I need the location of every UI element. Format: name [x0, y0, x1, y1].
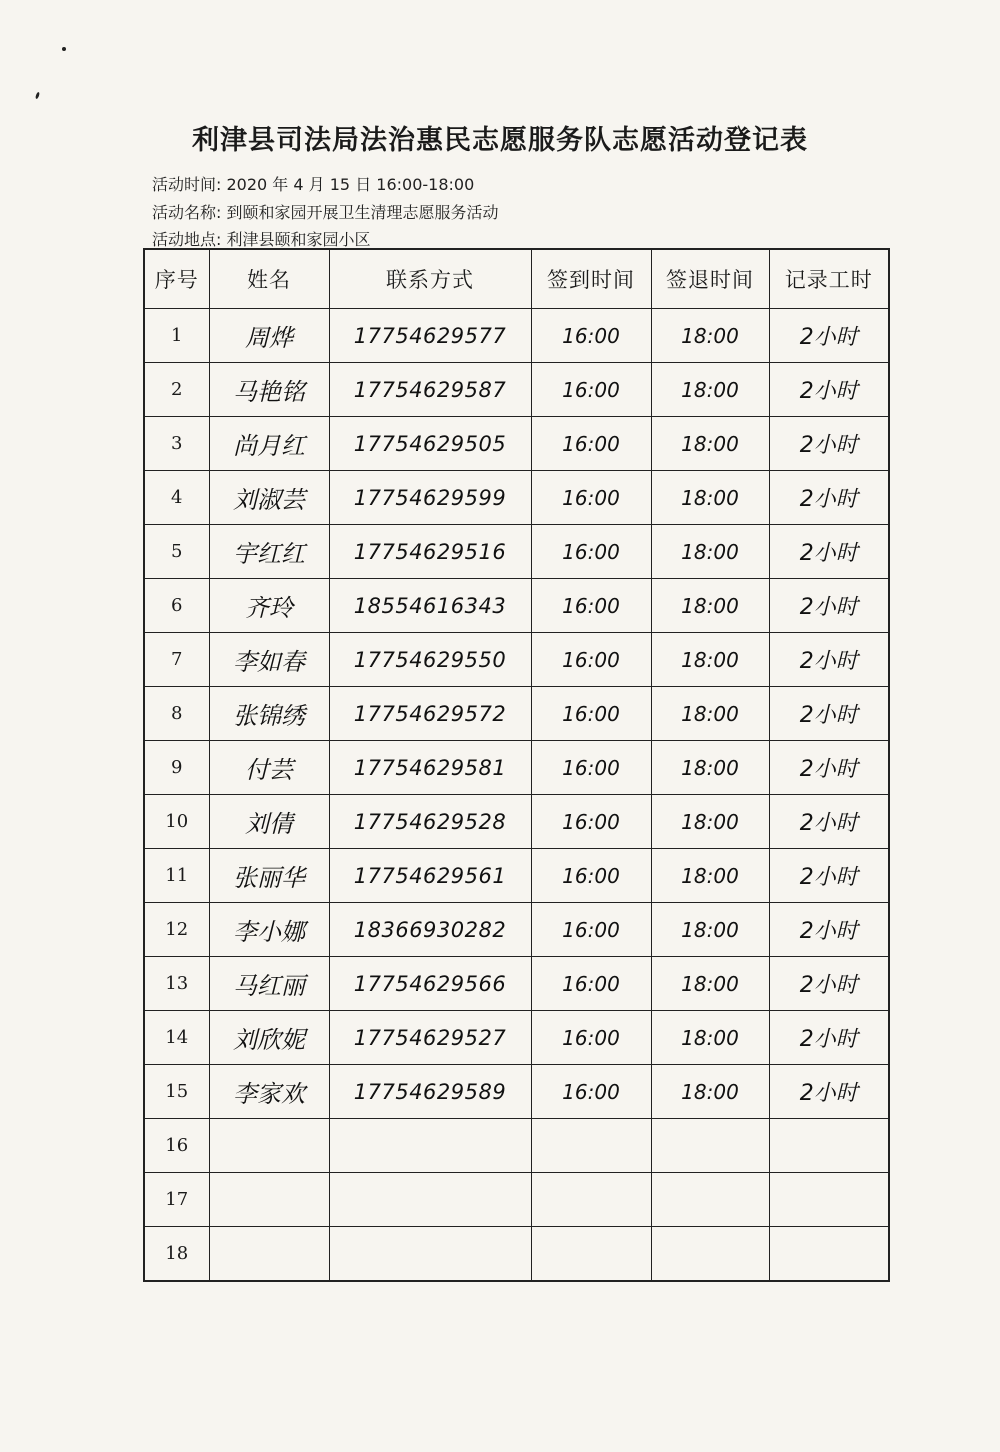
- recorded-hours: [769, 1227, 889, 1282]
- row-number: 5: [144, 525, 209, 579]
- table-row: [144, 1119, 889, 1173]
- sign-out-time: 18:00: [651, 633, 769, 687]
- sign-out-time: 18:00: [651, 309, 769, 363]
- sign-out-time: 18:00: [651, 417, 769, 471]
- contact-phone: [329, 1227, 531, 1282]
- sign-out-time: 18:00: [651, 903, 769, 957]
- sign-out-time: 18:00: [651, 525, 769, 579]
- row-number: 8: [144, 687, 209, 741]
- activity-time-value: 2020 年 4 月 15 日 16:00-18:00: [226, 175, 475, 194]
- contact-phone: 17754629528: [329, 795, 531, 849]
- contact-phone: 17754629599: [329, 471, 531, 525]
- recorded-hours: 2小时: [769, 741, 889, 795]
- contact-phone: 17754629561: [329, 849, 531, 903]
- header-sign-in: 签到时间: [531, 249, 651, 309]
- sign-out-time: [651, 1119, 769, 1173]
- activity-name: [152, 200, 499, 223]
- recorded-hours: 2小时: [769, 471, 889, 525]
- row-number: 4: [144, 471, 209, 525]
- sign-out-time: 18:00: [651, 1011, 769, 1065]
- table-row: [144, 795, 889, 849]
- sign-out-time: 18:00: [651, 687, 769, 741]
- volunteer-name: 李家欢: [209, 1065, 329, 1119]
- recorded-hours: 2小时: [769, 309, 889, 363]
- header-name: 姓名: [209, 249, 329, 309]
- volunteer-name: 张丽华: [209, 849, 329, 903]
- table-row: [144, 1173, 889, 1227]
- volunteer-name: 张锦绣: [209, 687, 329, 741]
- table-row: [144, 633, 889, 687]
- volunteer-name: 刘倩: [209, 795, 329, 849]
- table-row: [144, 903, 889, 957]
- row-number: 6: [144, 579, 209, 633]
- volunteer-name: 周烨: [209, 309, 329, 363]
- sign-out-time: 18:00: [651, 1065, 769, 1119]
- volunteer-name: 宇红红: [209, 525, 329, 579]
- contact-phone: 17754629581: [329, 741, 531, 795]
- volunteer-register-table: [143, 248, 890, 1282]
- activity-place-value: 利津县颐和家园小区: [226, 230, 371, 249]
- table-row: [144, 849, 889, 903]
- table-row: [144, 579, 889, 633]
- contact-phone: 17754629589: [329, 1065, 531, 1119]
- contact-phone: [329, 1173, 531, 1227]
- table-row: [144, 417, 889, 471]
- recorded-hours: 2小时: [769, 849, 889, 903]
- recorded-hours: 2小时: [769, 525, 889, 579]
- sign-in-time: 16:00: [531, 363, 651, 417]
- sign-in-time: 16:00: [531, 417, 651, 471]
- table-header-row: [144, 249, 889, 309]
- volunteer-name: 李小娜: [209, 903, 329, 957]
- table-row: [144, 471, 889, 525]
- table-row: [144, 957, 889, 1011]
- header-seq: 序号: [144, 249, 209, 309]
- row-number: 14: [144, 1011, 209, 1065]
- sign-in-time: 16:00: [531, 471, 651, 525]
- table-row: [144, 687, 889, 741]
- activity-place-label: 活动地点:: [152, 230, 222, 249]
- recorded-hours: 2小时: [769, 1011, 889, 1065]
- sign-in-time: 16:00: [531, 309, 651, 363]
- ink-speck: [62, 47, 66, 51]
- sign-out-time: 18:00: [651, 849, 769, 903]
- row-number: 11: [144, 849, 209, 903]
- recorded-hours: 2小时: [769, 579, 889, 633]
- sign-in-time: 16:00: [531, 1011, 651, 1065]
- sign-in-time: 16:00: [531, 687, 651, 741]
- sign-in-time: [531, 1227, 651, 1282]
- activity-name-value: 到颐和家园开展卫生清理志愿服务活动: [226, 203, 499, 222]
- header-contact: 联系方式: [329, 249, 531, 309]
- volunteer-name: 刘淑芸: [209, 471, 329, 525]
- recorded-hours: 2小时: [769, 633, 889, 687]
- volunteer-name: 刘欣妮: [209, 1011, 329, 1065]
- row-number: 13: [144, 957, 209, 1011]
- activity-time-label: 活动时间:: [152, 175, 222, 194]
- contact-phone: 17754629516: [329, 525, 531, 579]
- recorded-hours: 2小时: [769, 903, 889, 957]
- ink-speck: [35, 92, 40, 100]
- row-number: 17: [144, 1173, 209, 1227]
- volunteer-name: 马红丽: [209, 957, 329, 1011]
- sign-out-time: 18:00: [651, 741, 769, 795]
- volunteer-name: 付芸: [209, 741, 329, 795]
- volunteer-name: [209, 1173, 329, 1227]
- row-number: 18: [144, 1227, 209, 1282]
- recorded-hours: 2小时: [769, 957, 889, 1011]
- volunteer-name: 马艳铭: [209, 363, 329, 417]
- activity-name-label: 活动名称:: [152, 203, 222, 222]
- activity-time: [152, 172, 474, 195]
- row-number: 1: [144, 309, 209, 363]
- table-row: [144, 525, 889, 579]
- volunteer-name: 尚月红: [209, 417, 329, 471]
- row-number: 9: [144, 741, 209, 795]
- table-row: [144, 1011, 889, 1065]
- sign-in-time: [531, 1173, 651, 1227]
- recorded-hours: [769, 1119, 889, 1173]
- contact-phone: 17754629566: [329, 957, 531, 1011]
- volunteer-name: [209, 1119, 329, 1173]
- contact-phone: [329, 1119, 531, 1173]
- contact-phone: 18366930282: [329, 903, 531, 957]
- contact-phone: 17754629587: [329, 363, 531, 417]
- table-row: [144, 741, 889, 795]
- contact-phone: 17754629527: [329, 1011, 531, 1065]
- header-sign-out: 签退时间: [651, 249, 769, 309]
- sign-in-time: 16:00: [531, 849, 651, 903]
- sign-out-time: [651, 1227, 769, 1282]
- row-number: 15: [144, 1065, 209, 1119]
- contact-phone: 17754629572: [329, 687, 531, 741]
- sign-in-time: 16:00: [531, 579, 651, 633]
- sign-in-time: 16:00: [531, 1065, 651, 1119]
- volunteer-name: 李如春: [209, 633, 329, 687]
- recorded-hours: 2小时: [769, 795, 889, 849]
- recorded-hours: [769, 1173, 889, 1227]
- sign-in-time: 16:00: [531, 741, 651, 795]
- recorded-hours: 2小时: [769, 1065, 889, 1119]
- sign-out-time: 18:00: [651, 795, 769, 849]
- contact-phone: 17754629577: [329, 309, 531, 363]
- contact-phone: 17754629505: [329, 417, 531, 471]
- row-number: 16: [144, 1119, 209, 1173]
- row-number: 10: [144, 795, 209, 849]
- contact-phone: 17754629550: [329, 633, 531, 687]
- recorded-hours: 2小时: [769, 363, 889, 417]
- activity-place: [152, 227, 371, 250]
- table-row: [144, 1227, 889, 1282]
- row-number: 2: [144, 363, 209, 417]
- table-row: [144, 309, 889, 363]
- row-number: 3: [144, 417, 209, 471]
- sign-in-time: 16:00: [531, 903, 651, 957]
- volunteer-name: 齐玲: [209, 579, 329, 633]
- sign-out-time: 18:00: [651, 957, 769, 1011]
- sign-in-time: 16:00: [531, 633, 651, 687]
- header-hours: 记录工时: [769, 249, 889, 309]
- table-row: [144, 363, 889, 417]
- recorded-hours: 2小时: [769, 687, 889, 741]
- sign-in-time: 16:00: [531, 525, 651, 579]
- sign-in-time: 16:00: [531, 795, 651, 849]
- contact-phone: 18554616343: [329, 579, 531, 633]
- sign-out-time: [651, 1173, 769, 1227]
- row-number: 12: [144, 903, 209, 957]
- sign-in-time: [531, 1119, 651, 1173]
- table-row: [144, 1065, 889, 1119]
- sign-out-time: 18:00: [651, 363, 769, 417]
- sign-out-time: 18:00: [651, 471, 769, 525]
- page-title: 利津县司法局法治惠民志愿服务队志愿活动登记表: [192, 125, 808, 156]
- sign-in-time: 16:00: [531, 957, 651, 1011]
- row-number: 7: [144, 633, 209, 687]
- volunteer-name: [209, 1227, 329, 1282]
- recorded-hours: 2小时: [769, 417, 889, 471]
- sign-out-time: 18:00: [651, 579, 769, 633]
